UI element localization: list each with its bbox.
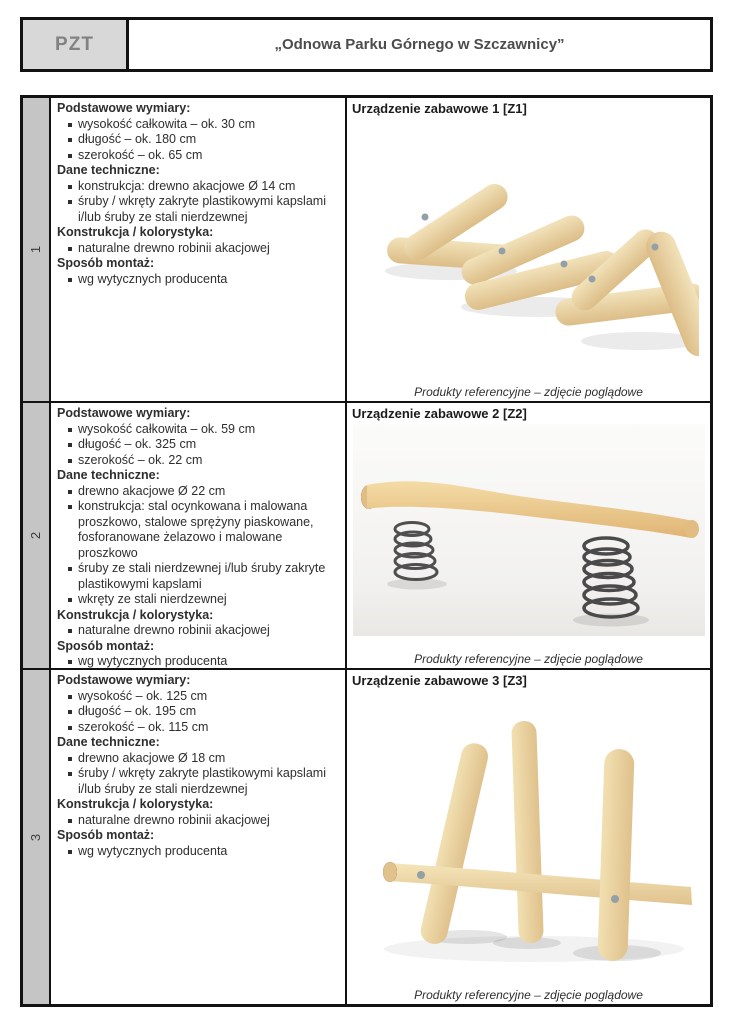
spec-section-heading: Podstawowe wymiary: xyxy=(57,673,191,687)
spec-item-text: szerokość – ok. 65 cm xyxy=(78,147,203,162)
device-title: Urządzenie zabawowe 3 [Z3] xyxy=(352,673,527,688)
spec-item xyxy=(57,766,339,797)
spec-item-text: śruby / wkręty zakryte plastikowymi kapslami i/lub śruby ze stali nierdzewnej xyxy=(78,194,326,224)
spec-item-text: szerokość – ok. 115 cm xyxy=(78,719,209,734)
spec-section-heading: Konstrukcja / kolorystyka: xyxy=(57,225,214,239)
bullet-square-icon xyxy=(68,505,72,509)
spec-item-text: wysokość całkowita – ok. 30 cm xyxy=(78,116,256,131)
spec-item xyxy=(57,179,339,195)
spec-item xyxy=(57,453,339,469)
spec-item-text: wg wytycznych producenta xyxy=(78,654,228,668)
spec-item xyxy=(57,654,339,668)
photo-caption: Produkty referencyjne – zdjęcie poglądowe xyxy=(414,988,643,1002)
spec-text-cell xyxy=(51,98,347,401)
spec-item-text: śruby / wkręty zakryte plastikowymi kapslami i/lub śruby ze stali nierdzewnej xyxy=(78,766,326,796)
spec-item xyxy=(57,437,339,453)
bullet-square-icon xyxy=(68,726,72,730)
bullet-square-icon xyxy=(68,123,72,127)
spec-item xyxy=(57,499,339,561)
bullet-square-icon xyxy=(68,757,72,761)
device-title: Urządzenie zabawowe 2 [Z2] xyxy=(352,406,527,421)
bullet-square-icon xyxy=(68,598,72,602)
table-row xyxy=(23,403,710,670)
spec-section-heading: Dane techniczne: xyxy=(57,468,160,482)
bullet-square-icon xyxy=(68,850,72,854)
spec-item xyxy=(57,117,339,133)
spec-section-heading: Dane techniczne: xyxy=(57,735,160,749)
document-title: „Odnowa Parku Górnego w Szczawnicy” xyxy=(274,36,565,53)
spec-section-heading: Podstawowe wymiary: xyxy=(57,101,191,115)
spec-section-heading: Konstrukcja / kolorystyka: xyxy=(57,607,214,622)
spec-item xyxy=(57,844,339,860)
row-number-cell xyxy=(23,98,51,401)
document-header xyxy=(20,17,713,72)
product-photo-z1 xyxy=(359,119,699,357)
spec-item xyxy=(57,272,339,288)
bullet-square-icon xyxy=(68,185,72,189)
bullet-square-icon xyxy=(68,443,72,447)
product-image-cell xyxy=(347,98,710,401)
bullet-square-icon xyxy=(68,710,72,714)
spec-item-text: naturalne drewno robinii akacjowej xyxy=(78,812,270,827)
spec-item xyxy=(57,194,339,225)
row-number: 2 xyxy=(28,531,44,540)
product-photo-z3 xyxy=(359,691,699,979)
photo-caption: Produkty referencyjne – zdjęcie poglądowe xyxy=(414,652,643,666)
spec-item-text: wysokość całkowita – ok. 59 cm xyxy=(78,421,256,436)
spec-section-heading: Dane techniczne: xyxy=(57,163,160,177)
product-photo-z2 xyxy=(353,424,705,636)
spec-item-text: wkręty ze stali nierdzewnej xyxy=(78,592,227,606)
spec-item xyxy=(57,148,339,164)
bullet-square-icon xyxy=(68,459,72,463)
spec-item-text: długość – ok. 180 cm xyxy=(78,132,197,146)
spec-item-text: wg wytycznych producenta xyxy=(78,843,228,858)
table-row xyxy=(23,670,710,1004)
spec-item xyxy=(57,422,339,438)
bullet-square-icon xyxy=(68,695,72,699)
bullet-square-icon xyxy=(68,567,72,571)
spec-item-text: długość – ok. 195 cm xyxy=(78,704,197,718)
row-number: 3 xyxy=(28,833,44,841)
bullet-square-icon xyxy=(68,629,72,633)
table-row xyxy=(23,98,710,403)
bullet-square-icon xyxy=(68,428,72,432)
spec-item xyxy=(57,623,339,639)
bullet-square-icon xyxy=(68,200,72,204)
spec-item xyxy=(57,484,339,500)
spec-section-heading: Podstawowe wymiary: xyxy=(57,406,191,420)
bullet-square-icon xyxy=(68,819,72,823)
spec-item xyxy=(57,592,339,608)
spec-item-text: drewno akacjowe Ø 18 cm xyxy=(78,750,226,765)
spec-item-text: drewno akacjowe Ø 22 cm xyxy=(78,483,226,498)
bullet-square-icon xyxy=(68,490,72,494)
spec-section-heading: Sposób montaż: xyxy=(57,828,155,842)
bullet-square-icon xyxy=(68,247,72,251)
row-number-cell xyxy=(23,403,51,668)
row-number: 1 xyxy=(28,245,44,254)
spec-item xyxy=(57,704,339,720)
spec-item xyxy=(57,561,339,592)
bullet-square-icon xyxy=(68,660,72,664)
photo-caption: Produkty referencyjne – zdjęcie poglądowe xyxy=(414,385,643,399)
spec-item xyxy=(57,689,339,705)
spec-item xyxy=(57,132,339,148)
spec-section-heading: Konstrukcja / kolorystyka: xyxy=(57,797,214,811)
bullet-square-icon xyxy=(68,772,72,776)
bullet-square-icon xyxy=(68,278,72,282)
bullet-square-icon xyxy=(68,154,72,158)
spec-item xyxy=(57,720,339,736)
product-image-cell xyxy=(347,670,710,1004)
spec-item xyxy=(57,813,339,829)
device-title: Urządzenie zabawowe 1 [Z1] xyxy=(352,101,527,116)
specification-table xyxy=(20,95,713,1007)
spec-section-heading: Sposób montaż: xyxy=(57,638,155,653)
spec-item-text: naturalne drewno robinii akacjowej xyxy=(78,240,270,255)
spec-section-heading: Sposób montaż: xyxy=(57,256,155,270)
spec-item xyxy=(57,751,339,767)
spec-item-text: konstrukcja: stal ocynkowana i malowana proszkowo, stalowe sprężyny piaskowane, fosforanowane żelazowo i malowane proszkowo xyxy=(78,499,314,560)
header-code-cell: PZT xyxy=(23,20,129,69)
spec-item-text: długość – ok. 325 cm xyxy=(78,437,197,451)
spec-item-text: wg wytycznych producenta xyxy=(78,271,228,286)
spec-item-text: konstrukcja: drewno akacjowe Ø 14 cm xyxy=(78,178,296,193)
spec-text-cell xyxy=(51,403,347,668)
spec-item xyxy=(57,241,339,257)
spec-item-text: naturalne drewno robinii akacjowej xyxy=(78,623,270,637)
bullet-square-icon xyxy=(68,138,72,142)
spec-item-text: śruby ze stali nierdzewnej i/lub śruby zakryte plastikowymi kapslami xyxy=(78,561,326,591)
spec-text-cell xyxy=(51,670,347,1004)
row-number-cell xyxy=(23,670,51,1004)
spec-item-text: szerokość – ok. 22 cm xyxy=(78,452,203,467)
product-image-cell xyxy=(347,403,710,668)
spec-item-text: wysokość – ok. 125 cm xyxy=(78,688,208,703)
